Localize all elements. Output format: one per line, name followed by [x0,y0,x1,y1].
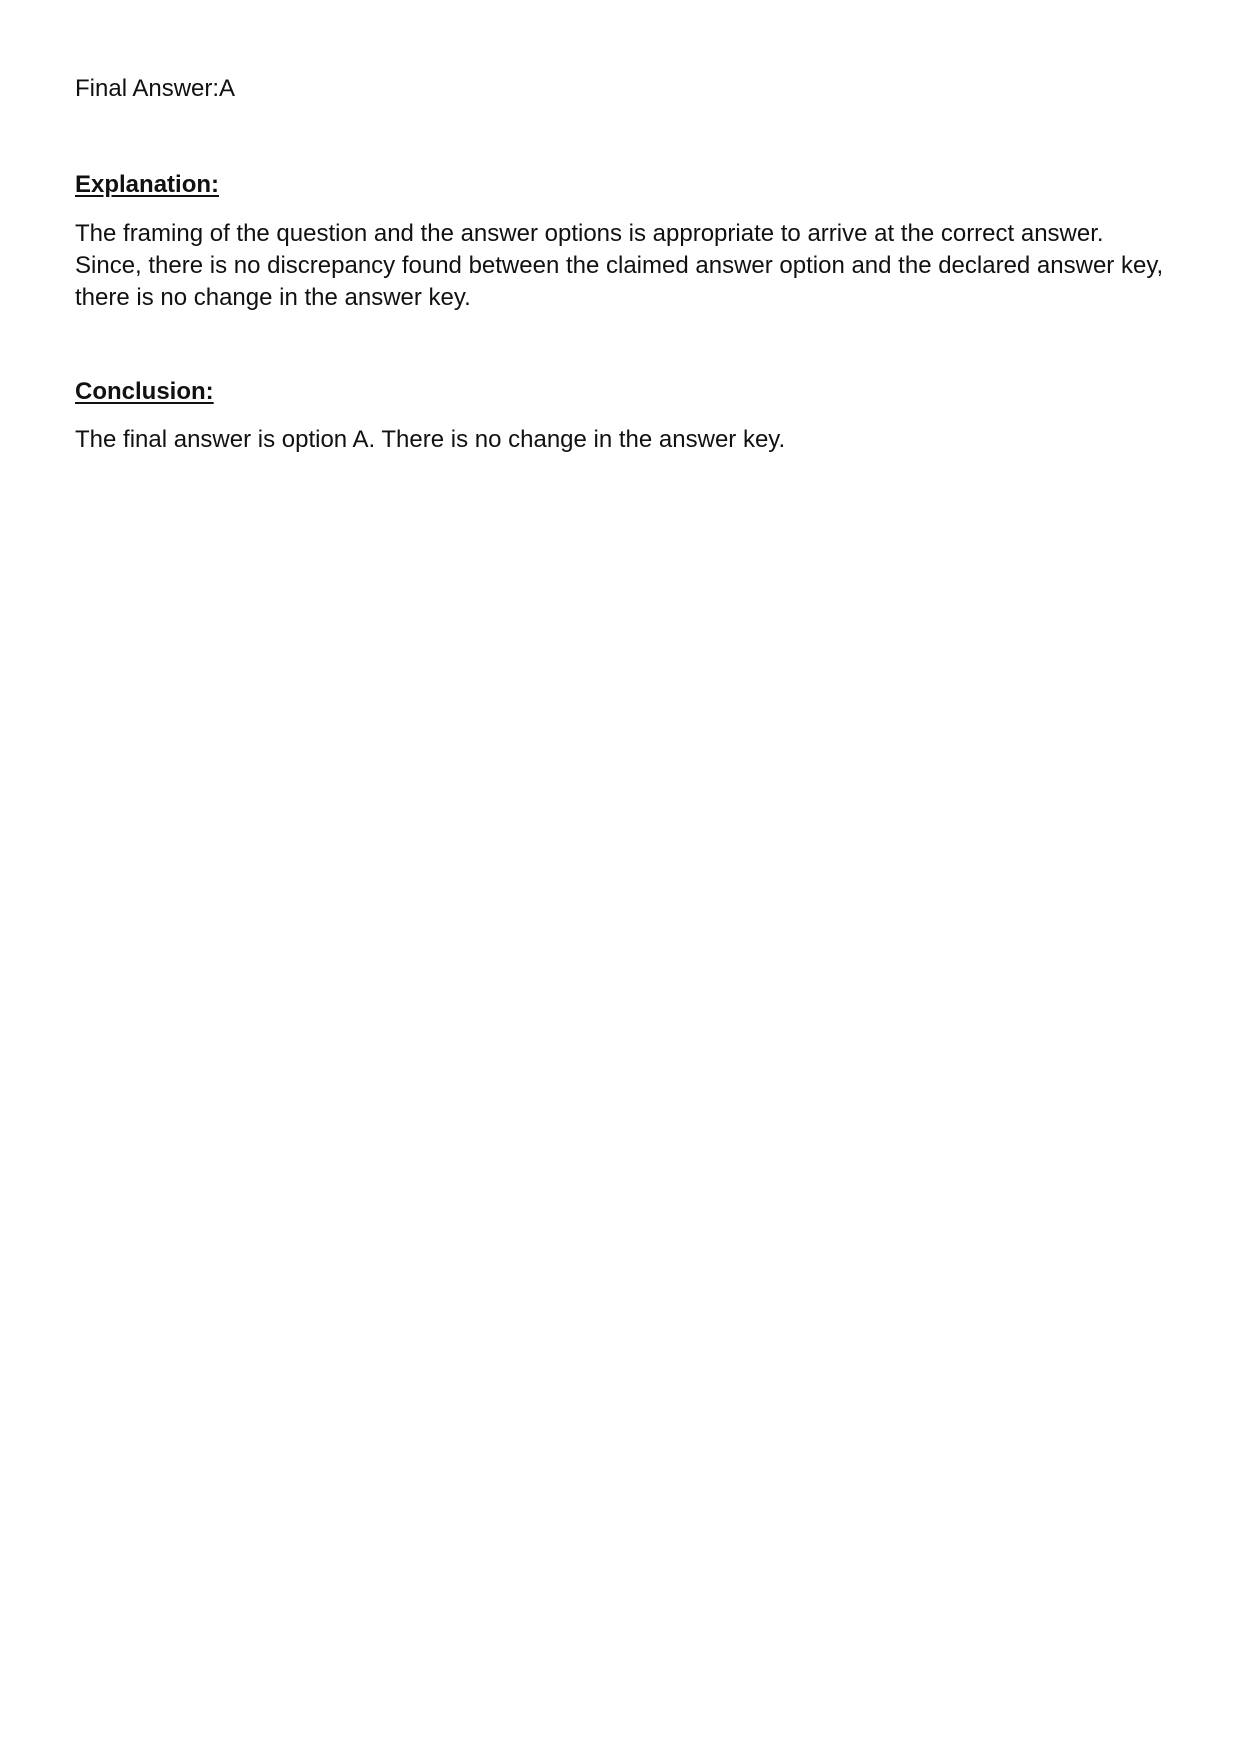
conclusion-paragraph: The final answer is option A. There is no change in the answer key. [75,426,786,453]
conclusion-heading: Conclusion: [75,378,214,405]
explanation-heading: Explanation: [75,171,220,198]
explanation-paragraph: The framing of the question and the answer options is appropriate to arrive at the correct answer. Since, there is no discrepancy found between the claimed answer option and the declared answer key, there is no change in the answer key. [75,220,1164,311]
final-answer-line: Final Answer:A [75,75,236,102]
